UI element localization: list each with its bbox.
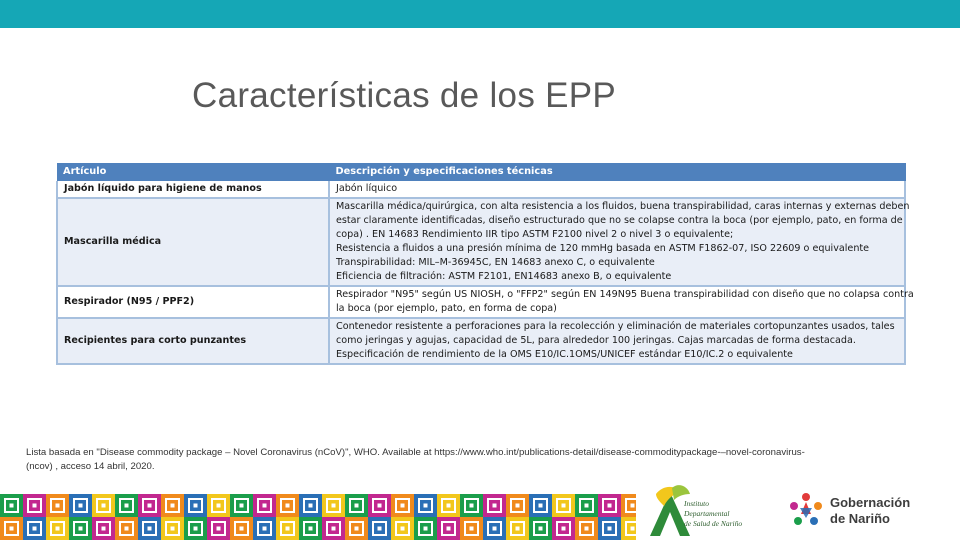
pattern-dot: [102, 504, 106, 508]
pattern-dot: [309, 527, 313, 531]
pattern-dot: [516, 527, 520, 531]
pattern-dot: [79, 504, 83, 508]
pattern-dot: [217, 527, 221, 531]
footnote-line: Lista basada en "Disease commodity package – Novel Coronavirus (nCoV)", WHO. Available at https://www.who.int/publications-detail/disease-commoditypackage-–novel-coronavirus-: [26, 447, 805, 458]
pattern-dot: [470, 504, 474, 508]
pattern-dot: [493, 504, 497, 508]
pattern-dot: [56, 527, 60, 531]
pattern-dot: [470, 527, 474, 531]
pattern-dot: [355, 527, 359, 531]
pattern-dot: [447, 504, 451, 508]
pattern-dot: [585, 527, 589, 531]
pattern-dot: [401, 504, 405, 508]
pattern-dot: [378, 504, 382, 508]
pattern-dot: [286, 504, 290, 508]
pattern-dot: [355, 504, 359, 508]
pattern-dot: [10, 504, 14, 508]
column-header-article: Artículo: [57, 163, 329, 181]
pattern-dot: [171, 504, 175, 508]
pattern-dot: [539, 527, 543, 531]
description-line: copa) . EN 14683 Rendimiento IIR tipo ASTM F2100 nivel 2 o nivel 3 o equivalente;: [336, 229, 734, 240]
pattern-dot: [194, 504, 198, 508]
row-description-medical-mask: [329, 198, 910, 286]
pattern-dot: [332, 504, 336, 508]
source-footnote: [26, 446, 942, 474]
pattern-dot: [79, 527, 83, 531]
pattern-dot: [217, 504, 221, 508]
pattern-dot: [378, 527, 382, 531]
pattern-dot: [608, 527, 612, 531]
description-line: Transpirabilidad: MIL–M-36945C, EN 14683 anexo C, o equivalente: [336, 257, 655, 268]
pattern-dot: [608, 504, 612, 508]
pattern-dot: [148, 504, 152, 508]
table-row: [57, 181, 905, 198]
pattern-dot: [263, 504, 267, 508]
description-line: la boca (por ejemplo, pato, en forma de copa): [336, 303, 557, 314]
row-description-soap: [329, 181, 905, 198]
pattern-dot: [10, 527, 14, 531]
idsn-name-line3: de Salud de Nariño: [684, 519, 743, 528]
pattern-dot: [493, 527, 497, 531]
idsn-leaf-logo: [646, 484, 756, 538]
pattern-dot: [125, 527, 129, 531]
pattern-dot: [148, 527, 152, 531]
pattern-dot: [516, 504, 520, 508]
row-description-respirator: [329, 286, 914, 318]
description-line: Resistencia a fluidos a una presión mínima de 120 mmHg basada en ASTM F1862-07, ISO 22609 o equivalente: [336, 243, 870, 254]
row-item-medical-mask: Mascarilla médica: [57, 198, 329, 286]
pattern-dot: [585, 504, 589, 508]
pattern-dot: [56, 504, 60, 508]
row-item-soap: Jabón líquido para higiene de manos: [57, 181, 329, 198]
table-row: [57, 286, 905, 318]
pattern-dot: [194, 527, 198, 531]
pattern-dot: [424, 527, 428, 531]
table-row: [57, 318, 905, 364]
decorative-pattern-band: [0, 494, 636, 540]
pattern-dot: [171, 527, 175, 531]
pattern-dot: [125, 504, 129, 508]
description-line: Especificación de rendimiento de la OMS E10/IC.1OMS/UNICEF estándar E10/IC.2 o equivalente: [336, 349, 793, 360]
table-header-row: [57, 163, 905, 181]
description-line: Jabón líquico: [336, 183, 398, 194]
pattern-dot: [240, 504, 244, 508]
pattern-dot: [33, 504, 37, 508]
ppe-specifications-table: [56, 163, 914, 365]
pattern-dot: [401, 527, 405, 531]
pattern-dot: [240, 527, 244, 531]
row-item-respirator: Respirador (N95 / PPF2): [57, 286, 329, 318]
table-row: [57, 198, 905, 286]
pattern-dot: [424, 504, 428, 508]
star-figures-logo: [784, 488, 924, 532]
pattern-dot: [286, 527, 290, 531]
gobernacion-name-line2: de Nariño: [830, 511, 890, 526]
pattern-dot: [562, 504, 566, 508]
column-header-description: Descripción y especificaciones técnicas: [329, 163, 905, 181]
footnote-line: (ncov) , acceso 14 abril, 2020.: [26, 461, 155, 472]
description-line: Eficiencia de filtración: ASTM F2101, EN14683 anexo B, o equivalente: [336, 271, 672, 282]
description-line: estar claramente identificadas, diseño estructurado que no se colapse contra la boca (por ejemplo, pato, en forma de: [336, 215, 903, 226]
gobernacion-name-line1: Gobernación: [830, 495, 911, 510]
pattern-dot: [631, 527, 635, 531]
row-item-sharps-container: Recipientes para corto punzantes: [57, 318, 329, 364]
pattern-dot: [102, 527, 106, 531]
pattern-dot: [562, 527, 566, 531]
top-accent-band: [0, 0, 960, 28]
pattern-dot: [631, 504, 635, 508]
pattern-dot: [332, 527, 336, 531]
description-line: como jeringas y agujas, capacidad de 5L, para alrededor 100 jeringas. Cajas marcadas de forma destacada.: [336, 335, 856, 346]
slide-title: Características de los EPP: [192, 76, 617, 115]
pattern-dot: [263, 527, 267, 531]
description-line: Respirador "N95" según US NIOSH, o "FFP2" según EN 149N95 Buena transpirabilidad con diseño que no colapsa contra: [336, 289, 914, 300]
idsn-name-line1: Instituto: [684, 499, 710, 508]
pattern-dot: [33, 527, 37, 531]
pattern-dot: [309, 504, 313, 508]
pattern-dot: [539, 504, 543, 508]
description-line: Mascarilla médica/quirúrgica, con alta resistencia a los fluidos, buena transpirabilidad, caras internas y externas deben: [336, 201, 910, 212]
pattern-dot: [447, 527, 451, 531]
row-description-sharps-container: [329, 318, 905, 364]
description-line: Contenedor resistente a perforaciones para la recolección y eliminación de materiales cortopunzantes usados, tales: [336, 321, 895, 332]
idsn-name-line2: Departamental: [684, 509, 730, 518]
